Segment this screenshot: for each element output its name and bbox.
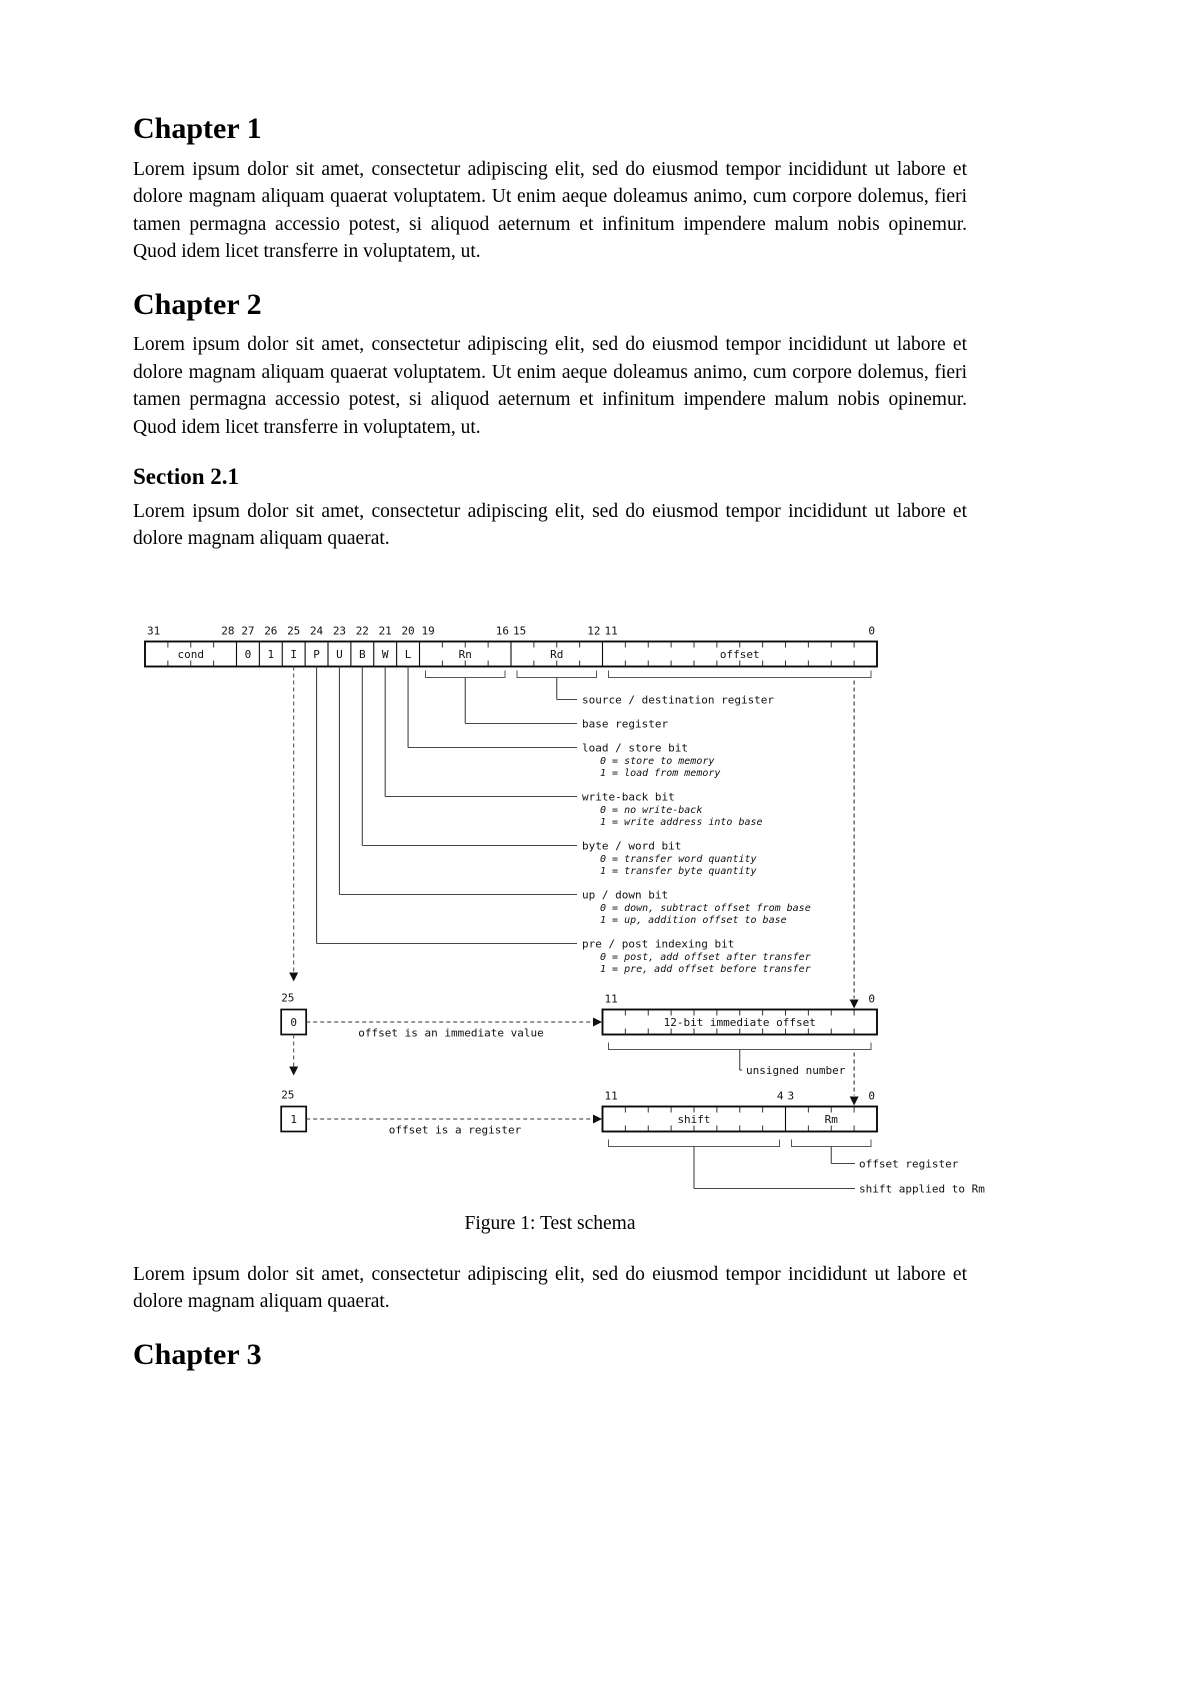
branch-arrow-label: offset is an immediate value bbox=[358, 1026, 544, 1040]
field-label: 0 bbox=[244, 647, 252, 661]
instruction-format-diagram bbox=[133, 579, 1033, 1207]
branch-arrow-label: offset is a register bbox=[388, 1123, 522, 1137]
arrow-right-icon bbox=[593, 1017, 602, 1026]
instruction-format-figure bbox=[133, 579, 1033, 1235]
field-label: I bbox=[290, 647, 297, 661]
bit-number-label: 12 bbox=[587, 624, 601, 638]
arrow-down-icon bbox=[850, 999, 859, 1008]
field-brace bbox=[426, 670, 506, 677]
annotation-title: source / destination register bbox=[582, 693, 775, 707]
field-label: cond bbox=[177, 647, 204, 661]
bit-number-label: 11 bbox=[604, 992, 618, 1006]
arrow-down-icon bbox=[289, 1066, 298, 1075]
annotation-title: write-back bit bbox=[582, 790, 675, 804]
field-label: offset bbox=[719, 647, 760, 661]
annotation-sub: 0 = transfer word quantity bbox=[600, 853, 757, 865]
field-brace bbox=[609, 1139, 780, 1146]
annotation-title: load / store bit bbox=[582, 741, 688, 755]
annotation-title: base register bbox=[582, 717, 669, 731]
annotation-title: up / down bit bbox=[582, 888, 669, 902]
annotation-sub: 1 = transfer byte quantity bbox=[600, 865, 757, 877]
bit-number-label: 16 bbox=[495, 624, 509, 638]
chapter-2-paragraph: Lorem ipsum dolor sit amet, consectetur adipiscing elit, sed do eiusmod tempor incididunt ut labore et dolore magnam aliquam quaerat voluptatem. Ut enim aeque doleamus animo, cum corpore dolemus, fieri tamen permagna accessio potest, si aliquod aeternum et infinitum impendere malum nobis opinemur. Quod idem licet transferre in voluptatem, ut. bbox=[133, 334, 967, 438]
after-figure-paragraph: Lorem ipsum dolor sit amet, consectetur adipiscing elit, sed do eiusmod tempor incididunt ut labore et dolore magnam aliquam quaerat. bbox=[133, 1263, 967, 1313]
annotation-title: pre / post indexing bit bbox=[582, 937, 735, 951]
annotation-sub: 0 = post, add offset after transfer bbox=[600, 951, 811, 963]
arrow-down-icon bbox=[289, 972, 298, 981]
annotation-sub: 0 = down, subtract offset from base bbox=[600, 902, 811, 914]
field-label: Rn bbox=[458, 647, 472, 661]
figure-caption: Figure 1: Test schema bbox=[464, 1212, 636, 1234]
bit-number-label: 3 bbox=[787, 1089, 795, 1103]
bit-number-label: 27 bbox=[241, 624, 255, 638]
field-brace bbox=[609, 1042, 872, 1049]
selector-value: 1 bbox=[290, 1112, 297, 1126]
bit-number-label: 31 bbox=[147, 624, 161, 638]
chapter-2-heading: Chapter 2 bbox=[133, 287, 262, 321]
brace-label: unsigned number bbox=[746, 1063, 846, 1077]
selector-bit-number: 25 bbox=[281, 1088, 295, 1102]
bit-number-label: 26 bbox=[264, 624, 278, 638]
field-label: Rd bbox=[550, 647, 564, 661]
field-label: Rm bbox=[824, 1112, 838, 1126]
field-label: 1 bbox=[267, 647, 275, 661]
annotation-title: byte / word bit bbox=[582, 839, 682, 853]
bit-number-label: 11 bbox=[604, 624, 618, 638]
bit-number-label: 28 bbox=[221, 624, 235, 638]
annotation-sub: 1 = up, addition offset to base bbox=[600, 914, 787, 926]
field-brace bbox=[792, 1139, 872, 1146]
field-label: B bbox=[359, 647, 366, 661]
selector-value: 0 bbox=[290, 1015, 297, 1029]
annotation-sub: 0 = no write-back bbox=[600, 804, 703, 816]
field-label: L bbox=[404, 647, 412, 661]
annotation-sub: 1 = write address into base bbox=[600, 816, 763, 828]
bit-number-label: 0 bbox=[868, 1089, 875, 1103]
annotation-sub: 1 = pre, add offset before transfer bbox=[600, 963, 811, 975]
bit-number-label: 0 bbox=[868, 624, 875, 638]
selector-bit-number: 25 bbox=[281, 991, 295, 1005]
section-2-1-paragraph: Lorem ipsum dolor sit amet, consectetur adipiscing elit, sed do eiusmod tempor incididunt ut labore et dolore magnam aliquam quaerat. bbox=[133, 500, 967, 550]
bit-number-label: 25 bbox=[287, 624, 301, 638]
arrow-right-icon bbox=[593, 1114, 602, 1123]
field-brace bbox=[609, 670, 872, 677]
field-label: 12-bit immediate offset bbox=[663, 1015, 816, 1029]
chapter-1-heading: Chapter 1 bbox=[133, 112, 262, 145]
bit-number-label: 19 bbox=[421, 624, 435, 638]
brace-label: shift applied to Rm bbox=[859, 1182, 985, 1196]
chapter-3-heading: Chapter 3 bbox=[133, 1337, 262, 1371]
field-label: W bbox=[381, 647, 389, 661]
brace-label: offset register bbox=[859, 1157, 959, 1171]
bit-number-label: 22 bbox=[355, 624, 369, 638]
annotation-sub: 0 = store to memory bbox=[600, 755, 715, 767]
bit-number-label: 20 bbox=[401, 624, 415, 638]
field-label: P bbox=[313, 647, 320, 661]
bit-number-label: 4 bbox=[776, 1089, 784, 1103]
field-label: shift bbox=[677, 1112, 711, 1126]
field-label: U bbox=[336, 647, 343, 661]
bit-number-label: 15 bbox=[513, 624, 527, 638]
arrow-down-icon bbox=[850, 1096, 859, 1105]
bit-number-label: 11 bbox=[604, 1089, 618, 1103]
annotation-sub: 1 = load from memory bbox=[600, 767, 721, 779]
field-brace bbox=[517, 670, 597, 677]
bit-number-label: 21 bbox=[378, 624, 392, 638]
bit-number-label: 24 bbox=[309, 624, 324, 638]
bit-number-label: 0 bbox=[868, 992, 875, 1006]
bit-number-label: 23 bbox=[332, 624, 347, 638]
chapter-1-paragraph: Lorem ipsum dolor sit amet, consectetur adipiscing elit, sed do eiusmod tempor incididunt ut labore et dolore magnam aliquam quaerat voluptatem. Ut enim aeque doleamus animo, cum corpore dolemus, fieri tamen permagna accessio potest, si aliquod aeternum et infinitum impendere malum nobis opinemur. Quod idem licet transferre in voluptatem, ut. bbox=[133, 158, 967, 262]
section-2-1-heading: Section 2.1 bbox=[133, 464, 240, 489]
